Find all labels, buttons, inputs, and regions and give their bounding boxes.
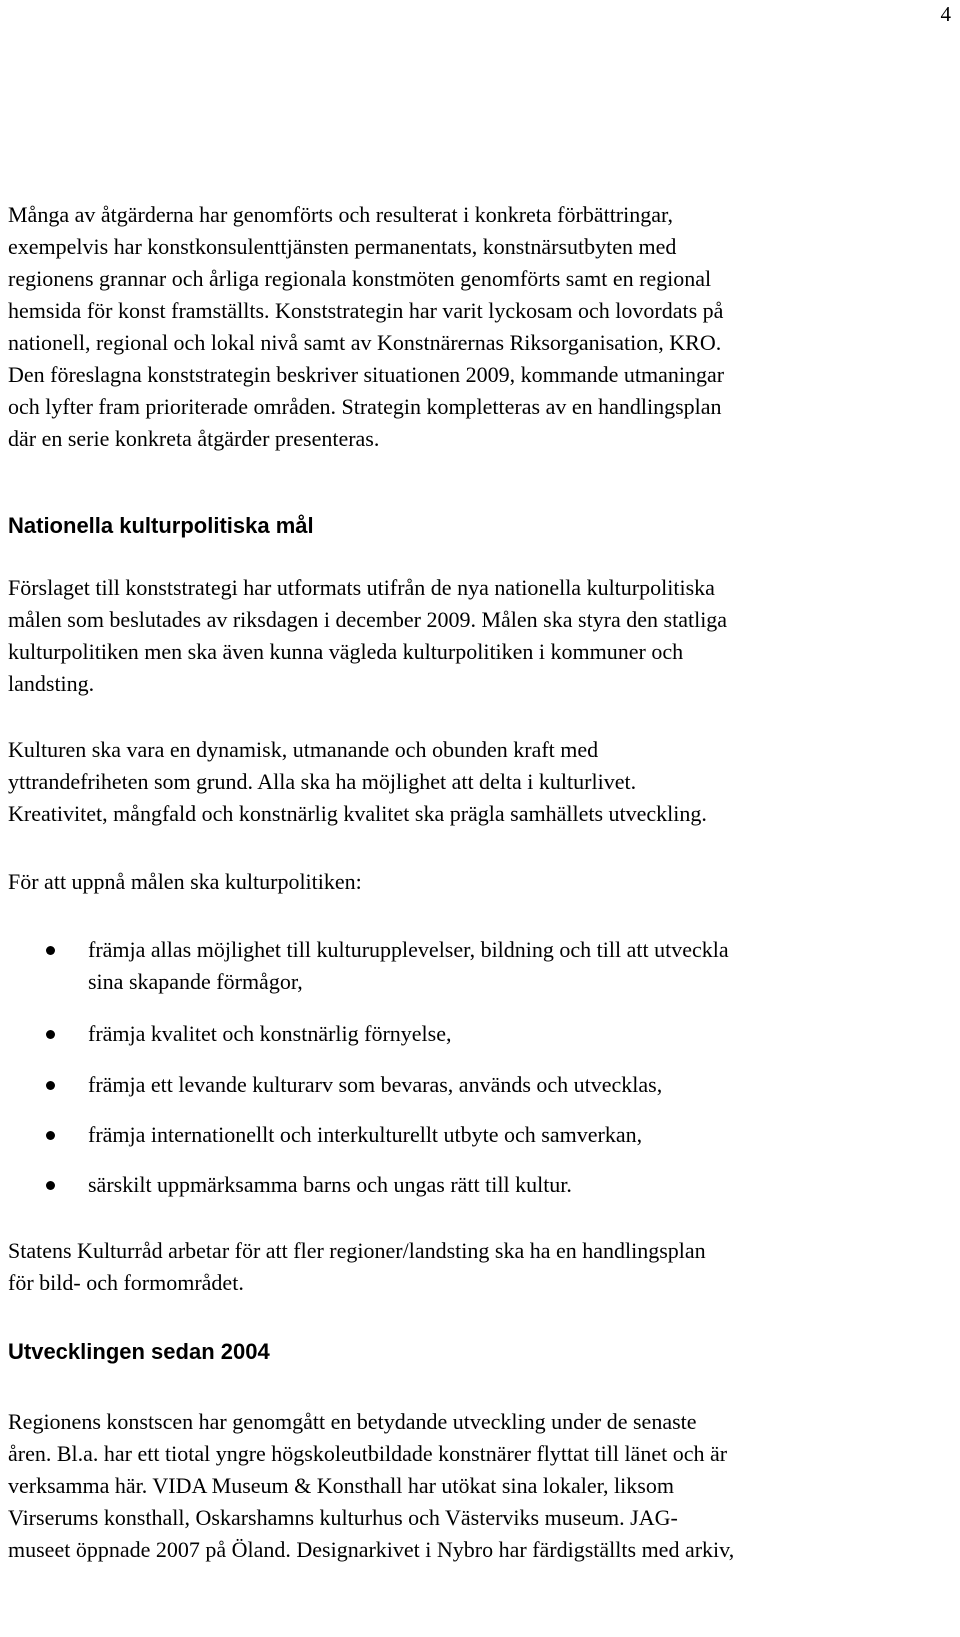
- text-line: museet öppnade 2007 på Öland. Designarkivet i Nybro har färdigställts med arkiv,: [8, 1537, 735, 1562]
- text-line: nationell, regional och lokal nivå samt av Konstnärernas Riksorganisation, KRO.: [8, 330, 722, 355]
- list-item-text: särskilt uppmärksamma barns och ungas rätt till kultur.: [88, 1172, 572, 1197]
- text-line: hemsida för konst framställts. Konststrategin har varit lyckosam och lovordats på: [8, 298, 724, 323]
- section-heading-utvecklingen: Utvecklingen sedan 2004: [8, 1339, 270, 1364]
- text-line: åren. Bl.a. har ett tiotal yngre högskoleutbildade konstnärer flyttat till länet och är: [8, 1441, 728, 1466]
- text-line: verksamma här. VIDA Museum & Konsthall har utökat sina lokaler, liksom: [8, 1473, 674, 1498]
- section-heading-nationella-mal: Nationella kulturpolitiska mål: [8, 513, 314, 538]
- text-line: yttrandefriheten som grund. Alla ska ha möjlighet att delta i kulturlivet.: [8, 769, 637, 794]
- text-line: exempelvis har konstkonsulenttjänsten permanentats, konstnärsutbyten med: [8, 234, 677, 259]
- bullet-icon: [46, 1081, 55, 1090]
- text-line: för bild- och formområdet.: [8, 1270, 244, 1295]
- text-line: Många av åtgärderna har genomförts och resulterat i konkreta förbättringar,: [8, 202, 673, 227]
- bullet-icon: [46, 946, 55, 955]
- text-line: regionens grannar och årliga regionala konstmöten genomförts samt en regional: [8, 266, 712, 291]
- text-line: Statens Kulturråd arbetar för att fler regioner/landsting ska ha en handlingsplan: [8, 1238, 706, 1263]
- text-line: kulturpolitiken men ska även kunna vägleda kulturpolitiken i kommuner och: [8, 639, 684, 664]
- bullet-icon: [46, 1131, 55, 1140]
- text-line: målen som beslutades av riksdagen i december 2009. Målen ska styra den statliga: [8, 607, 728, 632]
- text-line: landsting.: [8, 671, 95, 696]
- bullet-icon: [46, 1030, 55, 1039]
- page-number: 4: [940, 2, 951, 26]
- list-item-text: sina skapande förmågor,: [88, 969, 303, 994]
- text-line: Kulturen ska vara en dynamisk, utmanande och obunden kraft med: [8, 737, 599, 762]
- list-item-text: främja allas möjlighet till kulturupplevelser, bildning och till att utveckla: [88, 937, 729, 962]
- paragraph: För att uppnå målen ska kulturpolitiken:: [8, 869, 362, 894]
- list-item-text: främja internationellt och interkulturellt utbyte och samverkan,: [88, 1122, 643, 1147]
- text-line: Kreativitet, mångfald och konstnärlig kvalitet ska prägla samhällets utveckling.: [8, 801, 707, 826]
- list-item-text: främja ett levande kulturarv som bevaras, används och utvecklas,: [88, 1072, 663, 1097]
- list-item-text: främja kvalitet och konstnärlig förnyelse,: [88, 1021, 452, 1046]
- text-line: Den föreslagna konststrategin beskriver situationen 2009, kommande utmaningar: [8, 362, 725, 387]
- bullet-icon: [46, 1181, 55, 1190]
- text-line: Regionens konstscen har genomgått en betydande utveckling under de senaste: [8, 1409, 697, 1434]
- text-line: och lyfter fram prioriterade områden. Strategin kompletteras av en handlingsplan: [8, 394, 722, 419]
- text-line: Virserums konsthall, Oskarshamns kulturhus och Västerviks museum. JAG-: [8, 1505, 678, 1530]
- text-line: där en serie konkreta åtgärder presenteras.: [8, 426, 380, 451]
- text-line: Förslaget till konststrategi har utformats utifrån de nya nationella kulturpolitiska: [8, 575, 715, 600]
